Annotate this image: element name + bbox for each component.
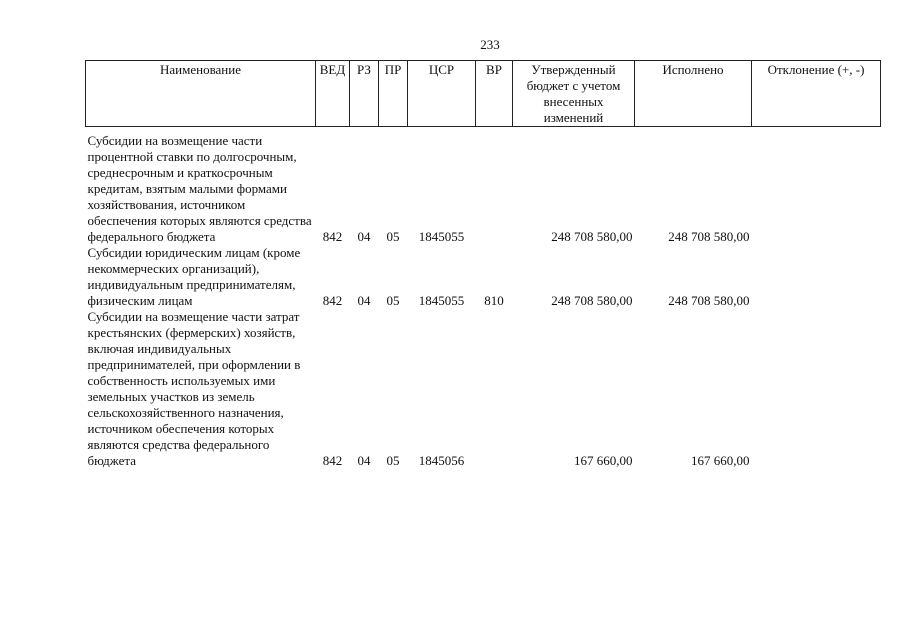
row-approved: 248 708 580,00 [551,229,633,244]
header-pr: ПР [379,61,408,127]
row-ved: 842 [322,453,343,468]
row-deviation [752,309,881,469]
row-vr [476,309,513,469]
header-csr: ЦСР [408,61,476,127]
row-rz: 04 [357,453,371,468]
header-deviation: Отклонение (+, -) [752,61,881,127]
row-vr: 810 [484,293,504,308]
row-ved: 842 [322,229,343,244]
table-row [86,133,881,245]
row-deviation [752,133,881,245]
row-name: Субсидии юридическим лицам (кроме некоммерческих организаций), индивидуальным предпринимателям, физическим лицам [87,245,301,308]
row-pr: 05 [386,293,400,308]
row-executed: 248 708 580,00 [668,229,750,244]
table-header-row [86,61,881,127]
row-rz: 04 [357,229,371,244]
table-row [86,245,881,309]
header-executed: Исполнено [635,61,752,127]
row-csr: 1845056 [418,453,465,468]
row-pr: 05 [386,453,400,468]
row-csr: 1845055 [418,293,465,308]
header-name: Наименование [86,61,316,127]
row-name: Субсидии на возмещение части процентной ставки по долгосрочным, среднесрочным и краткосрочным кредитам, взятым малыми формами хозяйствования, источником обеспечения которых являются средства федерального бюджета [87,133,312,244]
row-pr: 05 [386,229,400,244]
header-rz: РЗ [350,61,379,127]
header-vr: ВР [476,61,513,127]
page-number: 233 [480,37,500,52]
header-approved: Утвержденный бюджет с учетом внесенных изменений [513,61,635,127]
header-ved: ВЕД [316,61,350,127]
row-executed: 248 708 580,00 [668,293,750,308]
row-executed: 167 660,00 [691,453,750,468]
row-deviation [752,245,881,309]
row-name: Субсидии на возмещение части затрат крестьянских (фермерских) хозяйств, включая индивидуальных предпринимателей, при оформлении в собственность используемых ими земельных участков из земель сельскохозяйственного назначения, источником обеспечения которых являются средства федерального бюджета [87,309,301,468]
budget-table [85,60,881,469]
row-csr: 1845055 [418,229,465,244]
row-rz: 04 [357,293,371,308]
row-approved: 248 708 580,00 [551,293,633,308]
row-ved: 842 [322,293,343,308]
row-approved: 167 660,00 [574,453,633,468]
row-vr [476,133,513,245]
table-row [86,309,881,469]
